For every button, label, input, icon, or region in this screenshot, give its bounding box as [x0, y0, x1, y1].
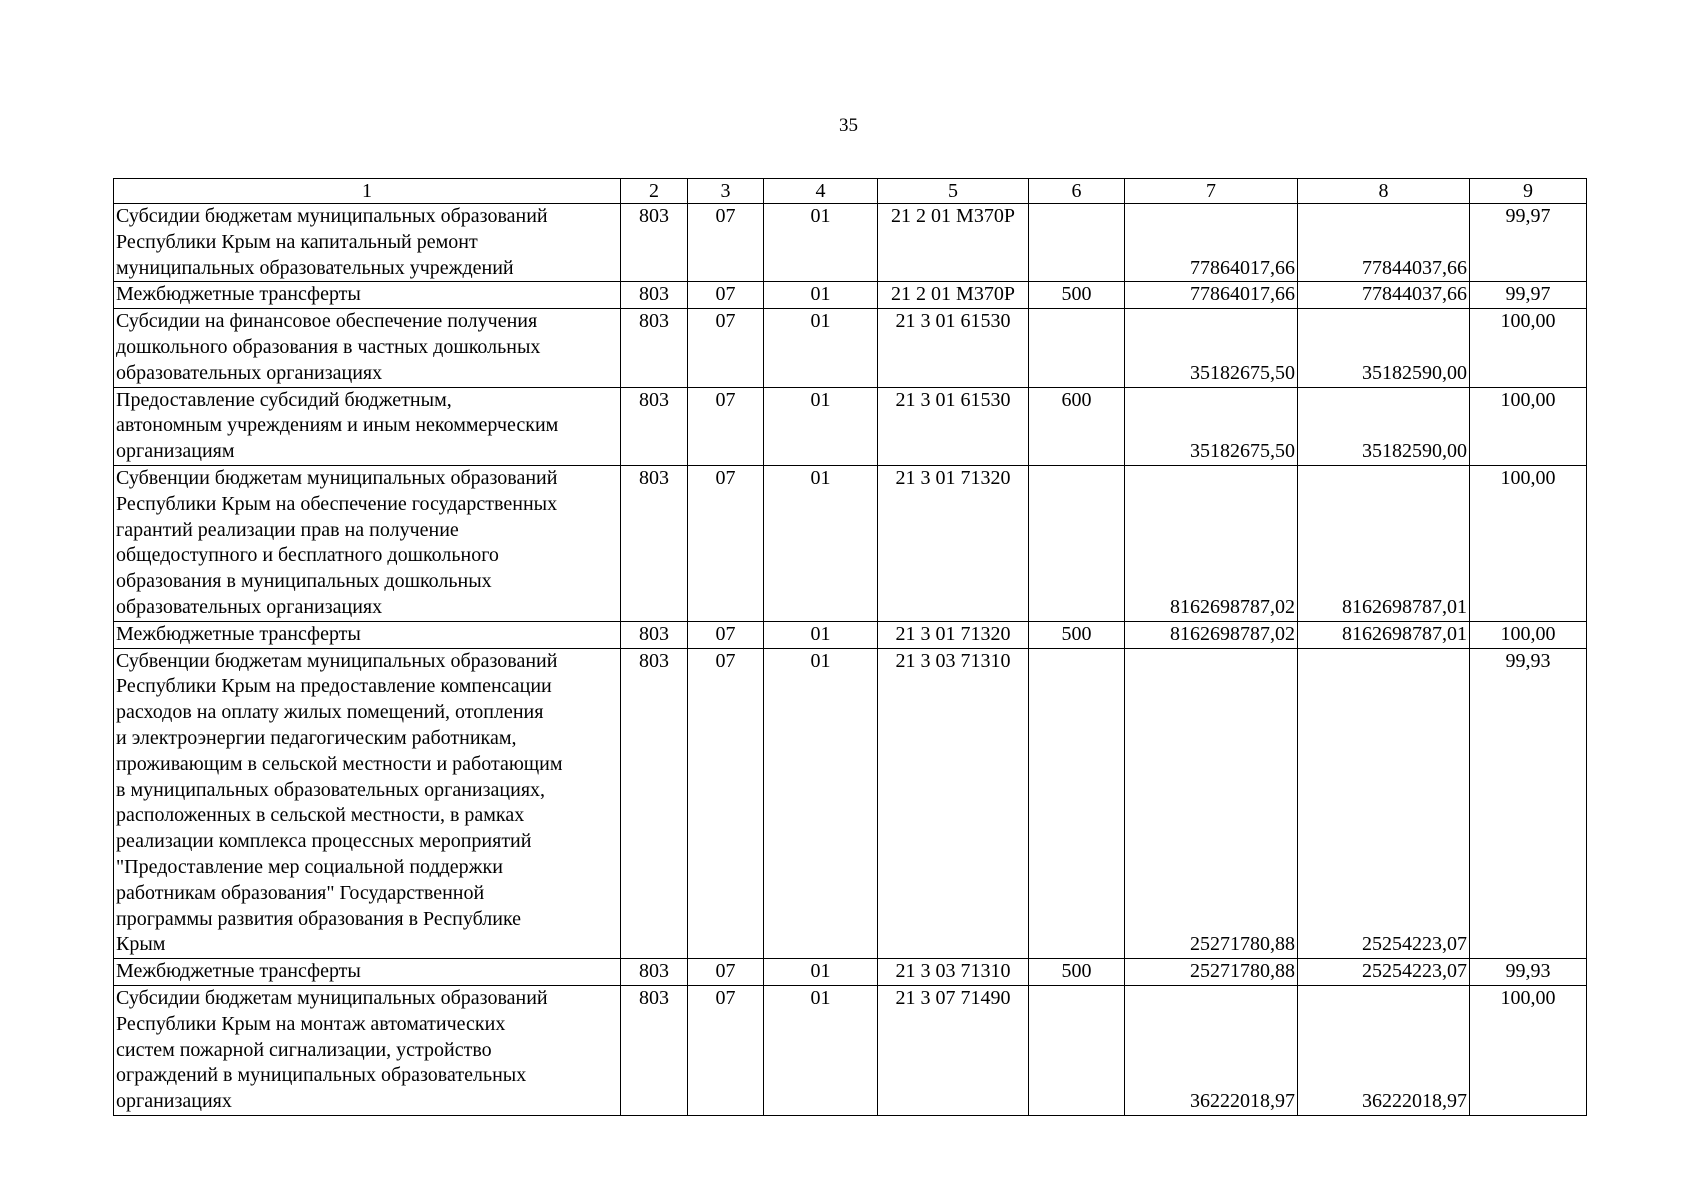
row-name-line: Межбюджетные трансферты — [116, 283, 361, 306]
subsection-code-cell: 01 — [764, 648, 878, 959]
row-name-line: муниципальных образовательных учреждений — [116, 256, 514, 279]
subsection-code-cell: 01 — [764, 204, 878, 282]
execution-percent-cell: 99,93 — [1470, 959, 1587, 986]
row-name-line: Республики Крым на монтаж автоматических — [116, 1012, 506, 1035]
target-article-cell: 21 3 01 61530 — [878, 387, 1029, 465]
row-name-line: работникам образования" Государственной — [116, 881, 485, 904]
execution-percent-cell: 100,00 — [1470, 465, 1587, 621]
row-name-cell — [114, 387, 621, 465]
ministry-code-cell: 803 — [621, 985, 688, 1115]
column-header: 9 — [1470, 179, 1587, 204]
target-article-cell: 21 3 01 61530 — [878, 309, 1029, 387]
target-article-cell: 21 3 03 71310 — [878, 648, 1029, 959]
ministry-code-cell: 803 — [621, 387, 688, 465]
row-name-line: дошкольного образования в частных дошкольных — [116, 335, 541, 358]
row-name-line: организациях — [116, 1090, 232, 1113]
expense-type-cell — [1029, 204, 1125, 282]
ministry-code-cell: 803 — [621, 621, 688, 648]
row-name-line: Межбюджетные трансферты — [116, 960, 361, 983]
ministry-code-cell: 803 — [621, 282, 688, 309]
table-row — [114, 648, 1587, 959]
row-name-line: расположенных в сельской местности, в рамках — [116, 804, 525, 827]
section-code-cell: 07 — [688, 985, 764, 1115]
ministry-code-cell: 803 — [621, 959, 688, 986]
row-name-line: Республики Крым на капитальный ремонт — [116, 230, 478, 253]
row-name-cell — [114, 621, 621, 648]
row-name-line: Субсидии на финансовое обеспечение получения — [116, 310, 538, 333]
row-name-line: Субсидии бюджетам муниципальных образований — [116, 986, 548, 1009]
column-header: 7 — [1125, 179, 1298, 204]
executed-amount-cell: 8162698787,01 — [1298, 621, 1470, 648]
table-row — [114, 985, 1587, 1115]
section-code-cell: 07 — [688, 204, 764, 282]
section-code-cell: 07 — [688, 282, 764, 309]
executed-amount-cell: 77844037,66 — [1298, 204, 1470, 282]
row-name-cell — [114, 282, 621, 309]
row-name-cell — [114, 204, 621, 282]
executed-amount-cell: 35182590,00 — [1298, 387, 1470, 465]
column-header: 8 — [1298, 179, 1470, 204]
table-row — [114, 621, 1587, 648]
row-name-line: расходов на оплату жилых помещений, отопления — [116, 701, 544, 724]
ministry-code-cell: 803 — [621, 465, 688, 621]
row-name-cell — [114, 648, 621, 959]
column-header: 5 — [878, 179, 1029, 204]
executed-amount-cell: 25254223,07 — [1298, 959, 1470, 986]
row-name-line: автономным учреждениям и иным некоммерческим — [116, 414, 559, 437]
row-name-line: образовательных организациях — [116, 595, 383, 618]
ministry-code-cell: 803 — [621, 648, 688, 959]
row-name-line: образовательных организациях — [116, 361, 383, 384]
row-name-cell — [114, 959, 621, 986]
approved-amount-cell: 8162698787,02 — [1125, 465, 1298, 621]
row-name-line: систем пожарной сигнализации, устройство — [116, 1038, 492, 1061]
column-header: 3 — [688, 179, 764, 204]
expense-type-cell: 600 — [1029, 387, 1125, 465]
table-row — [114, 204, 1587, 282]
executed-amount-cell: 8162698787,01 — [1298, 465, 1470, 621]
target-article-cell: 21 3 07 71490 — [878, 985, 1029, 1115]
ministry-code-cell: 803 — [621, 309, 688, 387]
row-name-line: Республики Крым на обеспечение государственных — [116, 492, 558, 515]
section-code-cell: 07 — [688, 309, 764, 387]
execution-percent-cell: 100,00 — [1470, 985, 1587, 1115]
approved-amount-cell: 25271780,88 — [1125, 959, 1298, 986]
approved-amount-cell: 77864017,66 — [1125, 204, 1298, 282]
row-name-line: общедоступного и бесплатного дошкольного — [116, 544, 499, 567]
column-header: 6 — [1029, 179, 1125, 204]
approved-amount-cell: 77864017,66 — [1125, 282, 1298, 309]
expense-type-cell — [1029, 465, 1125, 621]
section-code-cell: 07 — [688, 621, 764, 648]
page-number: 35 — [839, 115, 858, 136]
subsection-code-cell: 01 — [764, 387, 878, 465]
subsection-code-cell: 01 — [764, 621, 878, 648]
row-name-line: проживающим в сельской местности и работающим — [116, 752, 563, 775]
execution-percent-cell: 99,93 — [1470, 648, 1587, 959]
row-name-line: Республики Крым на предоставление компенсации — [116, 675, 552, 698]
row-name-line: образования в муниципальных дошкольных — [116, 570, 492, 593]
column-header: 2 — [621, 179, 688, 204]
expense-type-cell — [1029, 985, 1125, 1115]
target-article-cell: 21 2 01 М370Р — [878, 282, 1029, 309]
section-code-cell: 07 — [688, 465, 764, 621]
row-name-line: в муниципальных образовательных организациях, — [116, 778, 546, 801]
row-name-line: Субсидии бюджетам муниципальных образований — [116, 205, 548, 227]
expense-type-cell: 500 — [1029, 959, 1125, 986]
approved-amount-cell: 35182675,50 — [1125, 309, 1298, 387]
subsection-code-cell: 01 — [764, 282, 878, 309]
executed-amount-cell: 77844037,66 — [1298, 282, 1470, 309]
row-name-line: гарантий реализации прав на получение — [116, 518, 459, 541]
section-code-cell: 07 — [688, 959, 764, 986]
row-name-line: ограждений в муниципальных образовательных — [116, 1064, 527, 1087]
column-header: 4 — [764, 179, 878, 204]
execution-percent-cell: 100,00 — [1470, 621, 1587, 648]
target-article-cell: 21 2 01 М370Р — [878, 204, 1029, 282]
subsection-code-cell: 01 — [764, 985, 878, 1115]
expense-type-cell — [1029, 309, 1125, 387]
approved-amount-cell: 35182675,50 — [1125, 387, 1298, 465]
subsection-code-cell: 01 — [764, 959, 878, 986]
row-name-line: реализации комплекса процессных мероприятий — [116, 830, 532, 853]
row-name-line: организациям — [116, 440, 235, 463]
row-name-cell — [114, 465, 621, 621]
table-body — [114, 204, 1587, 1116]
row-name-line: и электроэнергии педагогическим работникам, — [116, 726, 517, 749]
executed-amount-cell: 25254223,07 — [1298, 648, 1470, 959]
table-row — [114, 282, 1587, 309]
execution-percent-cell: 100,00 — [1470, 387, 1587, 465]
table-row — [114, 465, 1587, 621]
table-row — [114, 959, 1587, 986]
executed-amount-cell: 35182590,00 — [1298, 309, 1470, 387]
table-row — [114, 387, 1587, 465]
budget-table — [113, 178, 1587, 1116]
approved-amount-cell: 8162698787,02 — [1125, 621, 1298, 648]
target-article-cell: 21 3 03 71310 — [878, 959, 1029, 986]
approved-amount-cell: 25271780,88 — [1125, 648, 1298, 959]
section-code-cell: 07 — [688, 387, 764, 465]
table-header-row — [114, 179, 1587, 204]
row-name-cell — [114, 985, 621, 1115]
row-name-line: Субвенции бюджетам муниципальных образований — [116, 649, 558, 672]
execution-percent-cell: 99,97 — [1470, 204, 1587, 282]
expense-type-cell: 500 — [1029, 282, 1125, 309]
subsection-code-cell: 01 — [764, 465, 878, 621]
table-row — [114, 309, 1587, 387]
row-name-line: "Предоставление мер социальной поддержки — [116, 855, 503, 878]
row-name-line: Предоставление субсидий бюджетным, — [116, 388, 452, 411]
row-name-line: Межбюджетные трансферты — [116, 622, 361, 645]
subsection-code-cell: 01 — [764, 309, 878, 387]
target-article-cell: 21 3 01 71320 — [878, 465, 1029, 621]
executed-amount-cell: 36222018,97 — [1298, 985, 1470, 1115]
expense-type-cell — [1029, 648, 1125, 959]
target-article-cell: 21 3 01 71320 — [878, 621, 1029, 648]
row-name-line: программы развития образования в Республике — [116, 907, 522, 930]
execution-percent-cell: 99,97 — [1470, 282, 1587, 309]
row-name-line: Крым — [116, 933, 166, 956]
approved-amount-cell: 36222018,97 — [1125, 985, 1298, 1115]
expense-type-cell: 500 — [1029, 621, 1125, 648]
row-name-line: Субвенции бюджетам муниципальных образований — [116, 466, 558, 489]
column-header: 1 — [114, 179, 621, 204]
ministry-code-cell: 803 — [621, 204, 688, 282]
execution-percent-cell: 100,00 — [1470, 309, 1587, 387]
row-name-cell — [114, 309, 621, 387]
section-code-cell: 07 — [688, 648, 764, 959]
